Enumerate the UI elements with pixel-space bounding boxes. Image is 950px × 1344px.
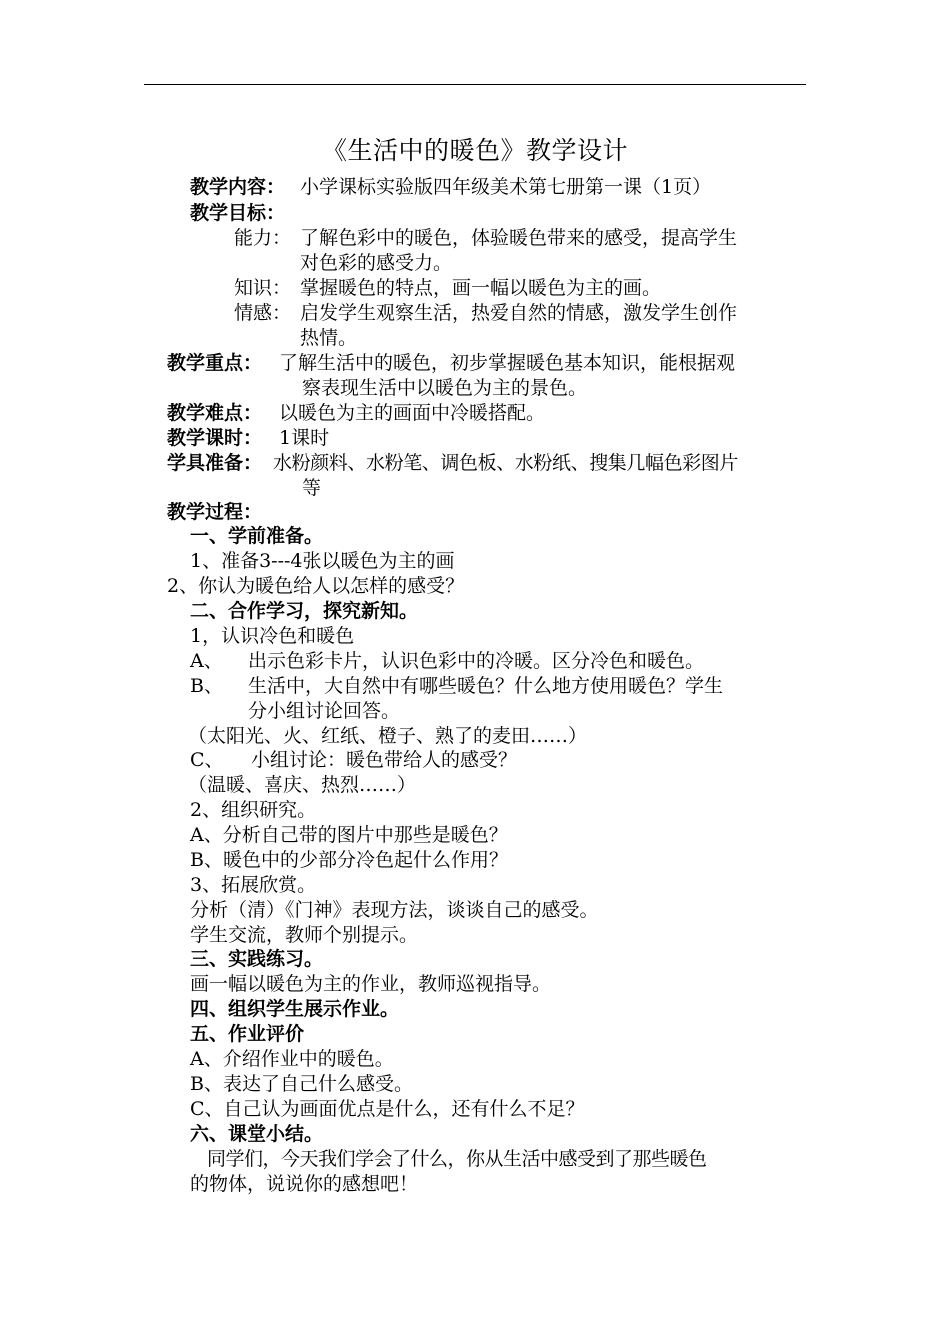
section2-a-mark: A、 (190, 650, 223, 672)
section2-b-mark: B、 (190, 675, 223, 697)
key-point-line1: 了解生活中的暖色，初步掌握暖色基本知识，能根据观 (279, 352, 736, 374)
section2-heading: 二、合作学习，探究新知。 (190, 600, 419, 622)
section1-item2: 2、你认为暖色给人以怎样的感受？ (167, 575, 465, 597)
section2-b-answer: （太阳光、火、红纸、橙子、熟了的麦田……） (188, 725, 588, 747)
section5-item-a: A、介绍作业中的暖色。 (190, 1048, 394, 1070)
materials-label: 学具准备： (167, 452, 263, 474)
hours-text: 1课时 (279, 427, 330, 449)
section4-heading: 四、组织学生展示作业。 (190, 998, 400, 1020)
section2-b-line1: 生活中，大自然中有哪些暖色？什么地方使用暖色？学生 (248, 675, 724, 697)
content-text: 小学课标实验版四年级美术第七册第一课（1页） (300, 176, 712, 198)
section2-a-text: 出示色彩卡片，认识色彩中的冷暖。区分冷色和暖色。 (248, 650, 705, 672)
section2-sub2-a: A、分析自己带的图片中那些是暖色？ (190, 824, 508, 846)
key-point-line2: 察表现生活中以暖色为主的景色。 (302, 377, 588, 399)
section2-sub3: 3、拓展欣赏。 (190, 874, 317, 896)
knowledge-text: 掌握暖色的特点，画一幅以暖色为主的画。 (300, 277, 662, 299)
page-title: 《生活中的暖色》教学设计 (321, 136, 628, 165)
emotion-label: 情感： (234, 302, 292, 324)
materials-line2: 等 (302, 477, 322, 499)
section3-text: 画一幅以暖色为主的作业，教师巡视指导。 (190, 973, 552, 995)
emotion-line2: 热情。 (300, 327, 358, 349)
section2-c-text: 小组讨论：暖色带给人的感受？ (251, 749, 518, 771)
section3-heading: 三、实践练习。 (190, 948, 324, 970)
section2-sub3-line2: 学生交流，教师个别提示。 (190, 924, 419, 946)
section1-item1: 1、准备3---4张以暖色为主的画 (190, 550, 455, 572)
process-label: 教学过程： (167, 501, 263, 523)
section6-heading: 六、课堂小结。 (190, 1123, 324, 1145)
hours-label: 教学课时： (167, 427, 263, 449)
section2-sub2: 2、组织研究。 (190, 799, 317, 821)
knowledge-label: 知识： (234, 277, 292, 299)
header-rule (144, 84, 806, 85)
section2-c-mark: C、 (190, 749, 224, 771)
section2-sub3-line1: 分析（清）《门神》表现方法，谈谈自己的感受。 (190, 899, 599, 921)
section6-line2: 的物体，说说你的感想吧！ (190, 1173, 419, 1195)
section1-heading: 一、学前准备。 (190, 525, 324, 547)
section2-b-line2: 分小组讨论回答。 (248, 700, 401, 722)
section2-sub1: 1，认识冷色和暖色 (190, 625, 355, 647)
section2-sub2-b: B、暖色中的少部分冷色起什么作用？ (190, 849, 508, 871)
section2-c-answer: （温暖、喜庆、热烈……） (188, 774, 417, 796)
content-label: 教学内容： (190, 176, 286, 198)
emotion-line1: 启发学生观察生活，热爱自然的情感，激发学生创作 (300, 302, 738, 324)
section5-item-b: B、表达了自己什么感受。 (190, 1073, 413, 1095)
difficulty-label: 教学难点： (167, 402, 263, 424)
key-point-label: 教学重点： (167, 352, 263, 374)
ability-line2: 对色彩的感受力。 (300, 252, 453, 274)
difficulty-text: 以暖色为主的画面中冷暖搭配。 (279, 402, 546, 424)
materials-line1: 水粉颜料、水粉笔、调色板、水粉纸、搜集几幅色彩图片 (273, 452, 739, 474)
section6-line1: 同学们，今天我们学会了什么，你从生活中感受到了那些暖色 (207, 1148, 707, 1170)
objectives-label: 教学目标： (190, 202, 286, 224)
ability-label: 能力： (234, 227, 292, 249)
section5-item-c: C、自己认为画面优点是什么，还有什么不足？ (190, 1098, 585, 1120)
section5-heading: 五、作业评价 (190, 1023, 305, 1045)
ability-line1: 了解色彩中的暖色，体验暖色带来的感受，提高学生 (300, 227, 738, 249)
